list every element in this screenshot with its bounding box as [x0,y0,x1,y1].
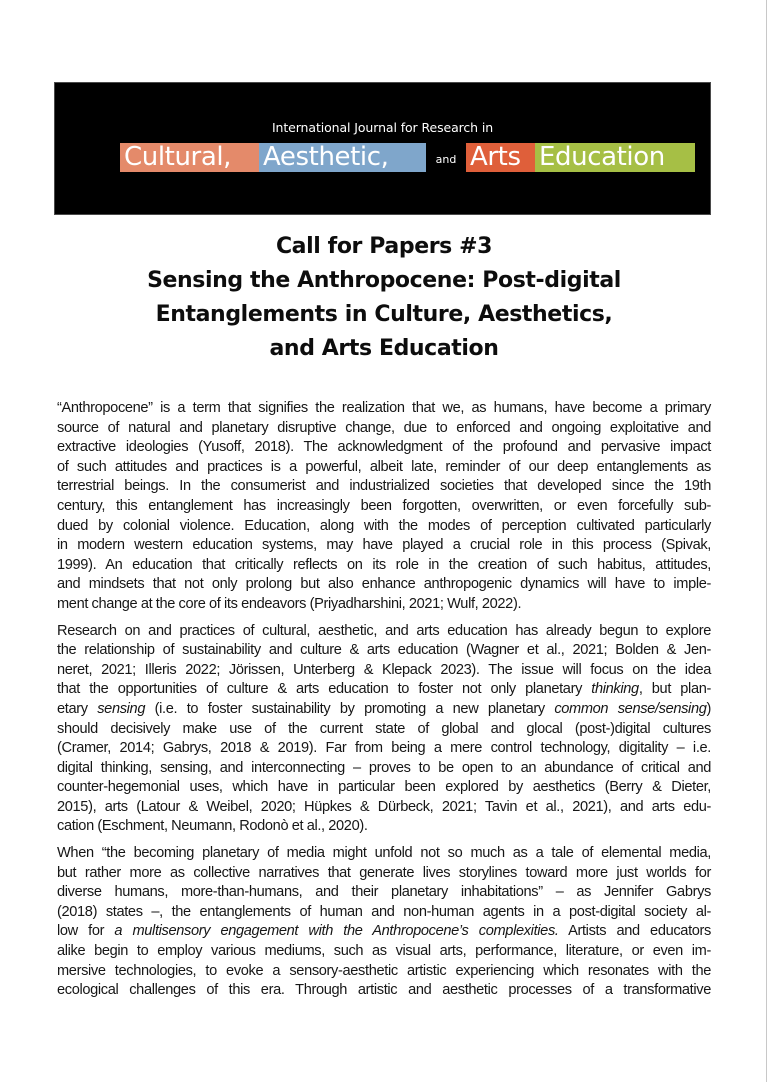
text-line [57,680,711,700]
paragraph-1 [57,399,711,615]
text-line: diverse humans, more-than-humans, and their planetary inhabitations” – as Jennifer Gabrys [57,884,711,901]
text-line: “Anthropocene” is a term that signifies the realization that we, as humans, have become a primary [57,400,711,416]
page-title [0,230,768,366]
text-line: 2015), arts (Latour & Weibel, 2020; Hüpkes & Dürbeck, 2021; Tavin et al., 2021), and arts edu- [57,798,711,815]
title-segment-arts: Arts [466,143,535,172]
text-run: etary [57,700,98,717]
text-line: ecological challenges of this era. Through artistic and aesthetic processes of a transformative [57,982,711,999]
body-text [57,399,711,1008]
journal-subtitle: International Journal for Research in [271,120,494,135]
text-run: low for [57,923,115,940]
text-line: 1999). An education that critically reflects on its role in the creation of such habitus, attitudes, [57,556,711,573]
text-line: ment change at the core of its endeavors (Priyadharshini, 2021; Wulf, 2022). [57,595,522,612]
text-line: cation (Eschment, Neumann, Rodonò et al., 2020). [57,818,368,835]
title-line: Sensing the Anthropocene: Post-digital [147,268,621,293]
text-line: and mindsets that not only prolong but also enhance anthropogenic dynamics will have to imple- [57,576,711,593]
text-line: should decisively make use of the current state of global and glocal (post-)digital cultures [57,720,711,737]
paragraph-3 [57,844,711,1001]
text-line: extractive ideologies (Yusoff, 2018). The acknowledgment of the profound and pervasive impact [57,439,711,456]
text-line: century, this entanglement has increasingly been forgotten, overwritten, or even forcefully sub- [57,497,711,514]
text-line: alike begin to employ various mediums, such as visual arts, performance, literature, or even im- [57,943,711,960]
journal-banner [54,82,711,215]
title-line: Call for Papers #3 [275,234,493,259]
text-line [57,922,711,942]
text-line: mersive technologies, to evoke a sensory-aesthetic artistic experiencing which resonates with the [57,962,711,979]
text-line: digital thinking, sensing, and interconnecting – proves to be open to an abundance of critical and [57,759,711,776]
text-line: (2018) states –, the entanglements of human and non-human agents in a post-digital society al- [57,903,711,920]
text-line: source of natural and planetary disruptive change, due to enforced and ongoing exploitative and [57,419,711,436]
text-line: of such attitudes and practices is a powerful, albeit late, reminder of our deep entanglements as [57,458,711,475]
emphasis-sensing: sensing [97,700,146,717]
text-run: , but plan- [638,681,711,698]
emphasis-multisensory: a multisensory engagement with the Anthropocene’s complexities. [114,923,559,940]
title-line: and Arts Education [269,336,499,361]
text-line: in modern western education systems, may have played a crucial role in this process (Spivak, [57,537,711,554]
page-edge [766,0,767,1082]
title-segment-aesthetic: Aesthetic, [259,143,426,172]
text-line: Research on and practices of cultural, aesthetic, and arts education has already begun to explore [57,622,711,639]
text-line: but rather more as collective narratives that generate lives storylines toward more just worlds for [57,864,711,881]
text-run: ) [706,700,711,717]
title-segment-education: Education [535,143,695,172]
paragraph-2 [57,622,711,838]
title-segment-and: and [435,153,457,166]
text-line: dued by colonial violence. Education, along with the modes of perception cultivated particularly [57,517,711,534]
text-line: counter-hegemonial uses, which have in particular been explored by aesthetics (Berry & Dieter, [57,779,711,796]
emphasis-thinking: thinking [591,681,639,698]
emphasis-common-sense: common sense/sensing [554,700,707,717]
text-line: neret, 2021; Illeris 2022; Jörissen, Unterberg & Klepack 2023). The issue will focus on the idea [57,661,711,678]
title-segment-cultural: Cultural, [120,143,259,172]
text-line: (Cramer, 2014; Gabrys, 2018 & 2019). Far from being a mere control technology, digitality – i.e. [57,740,711,757]
journal-title [120,143,695,172]
text-line: the relationship of sustainability and culture & arts education (Wagner et al., 2021; Bolden & Jen- [57,642,711,659]
text-line: When “the becoming planetary of media might unfold not so much as a tale of elemental media, [57,845,711,862]
text-run: Artists and educators [558,923,711,940]
text-line [57,700,711,720]
text-run: (i.e. to foster sustainability by promoting a new planetary [145,700,555,717]
title-line: Entanglements in Culture, Aesthetics, [155,302,613,327]
text-line: terrestrial beings. In the consumerist and industrialized societies that developed since the 19th [57,478,711,495]
text-run: that the opportunities of culture & arts education to foster not only planetary [57,681,592,698]
